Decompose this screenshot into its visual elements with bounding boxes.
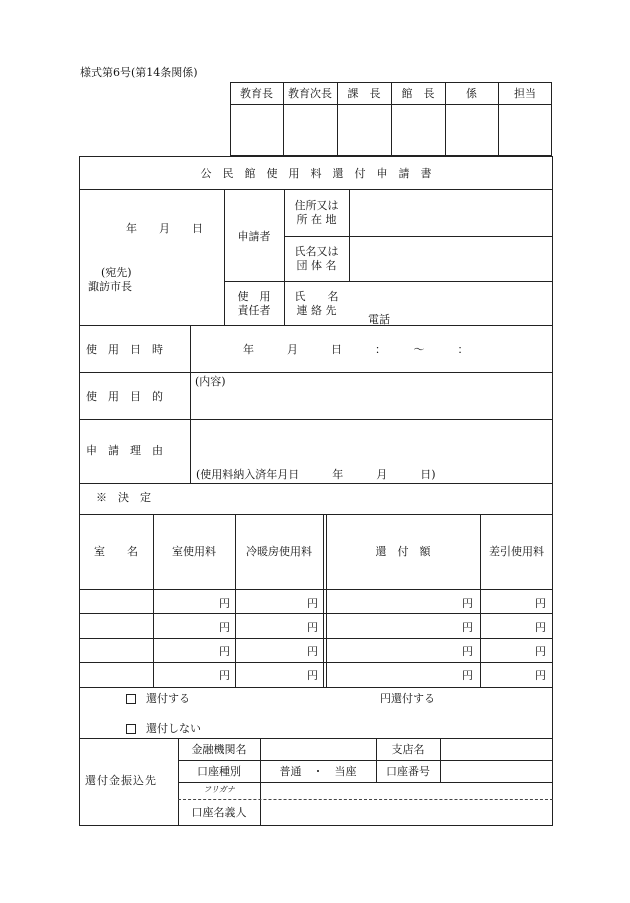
approval-header-superintendent: 教育長 [240,87,273,100]
account-holder-label: 口座名義人 [191,806,247,819]
application-date: 年 月 日 [126,222,203,235]
yen-unit: 円 [535,597,546,610]
phone-label: 電話 [368,313,390,326]
approval-header-in-charge: 担当 [514,87,536,100]
yen-unit: 円 [307,597,318,610]
approval-header-section-chief: 課 長 [347,87,381,100]
fee-header-aircon-fee: 冷暖房使用料 [246,545,312,558]
fee-header-refund-amount: 還 付 額 [375,545,431,558]
user-label-line1: 使 用 [237,290,271,303]
address-field[interactable] [350,190,552,235]
yen-unit: 円 [535,621,546,634]
approval-header-deputy: 教育次長 [288,87,332,100]
refund-yes-option[interactable] [126,692,190,705]
refund-yes-label: 還付する [146,692,190,705]
yen-unit: 円 [462,645,473,658]
name-label-line2: 団 体 名 [296,259,337,272]
user-label-line2: 責任者 [237,304,271,317]
account-number-field[interactable] [441,761,552,781]
yen-unit: 円 [535,669,546,682]
bank-section-label: 還付金振込先 [85,774,157,787]
refund-no-option[interactable] [126,722,201,735]
branch-label: 支店名 [391,743,425,756]
approval-table [230,82,552,156]
account-type-label: 口座種別 [197,765,241,778]
fee-header-room-fee: 室使用料 [172,545,216,558]
addressee-label: (宛先) [101,266,132,279]
applicant-label: 申請者 [237,230,271,243]
name-label-line1: 氏名又は [294,245,339,258]
refund-amount-suffix: 円還付する [380,692,435,705]
approval-header-hall-director: 館 長 [401,87,435,100]
contact-label-line1: 氏 名 [294,290,339,303]
refund-no-label: 還付しない [146,722,201,735]
usage-purpose-label: 使 用 目 的 [86,390,163,403]
yen-unit: 円 [219,597,230,610]
contact-field[interactable] [350,282,552,324]
refund-no-checkbox[interactable] [126,724,136,734]
reason-field[interactable] [191,420,552,482]
yen-unit: 円 [219,669,230,682]
furigana-label: フリガナ [203,785,235,794]
branch-field[interactable] [441,739,552,759]
payment-date-note: (使用料納入済年月日 年 月 日) [196,468,436,481]
address-label-line1: 住所又は [294,199,339,212]
account-holder-field[interactable] [261,800,552,825]
fee-header-room: 室 名 [94,545,138,558]
form-number: 様式第6号(第14条関係) [80,66,198,79]
yen-unit: 円 [462,621,473,634]
contact-label-line2: 連 絡 先 [296,304,337,317]
yen-unit: 円 [307,669,318,682]
yen-unit: 円 [219,645,230,658]
fee-header-net-fee: 差引使用料 [489,545,544,558]
address-label-line2: 所 在 地 [296,213,337,226]
yen-unit: 円 [462,597,473,610]
purpose-field[interactable] [191,373,552,419]
yen-unit: 円 [462,669,473,682]
yen-unit: 円 [219,621,230,634]
institution-label: 金融機関名 [191,743,247,756]
account-type-options[interactable]: 普通 ・ 当座 [279,765,357,778]
addressee-mayor: 諏訪市長 [88,280,132,293]
refund-yes-checkbox[interactable] [126,694,136,704]
decision-label: ※ 決 定 [96,491,151,504]
yen-unit: 円 [535,645,546,658]
approval-header-staff: 係 [466,87,477,100]
usage-datetime-value[interactable]: 年 月 日 ： 〜 ： [243,343,469,356]
furigana-field[interactable] [261,783,552,798]
form-title: 公 民 館 使 用 料 還 付 申 請 書 [200,167,432,180]
usage-purpose-note: (内容) [195,375,226,388]
institution-field[interactable] [261,739,375,759]
yen-unit: 円 [307,621,318,634]
name-field[interactable] [350,237,552,280]
usage-datetime-label: 使 用 日 時 [86,343,163,356]
reason-label: 申 請 理 由 [86,444,163,457]
account-number-label: 口座番号 [386,765,430,778]
yen-unit: 円 [307,645,318,658]
